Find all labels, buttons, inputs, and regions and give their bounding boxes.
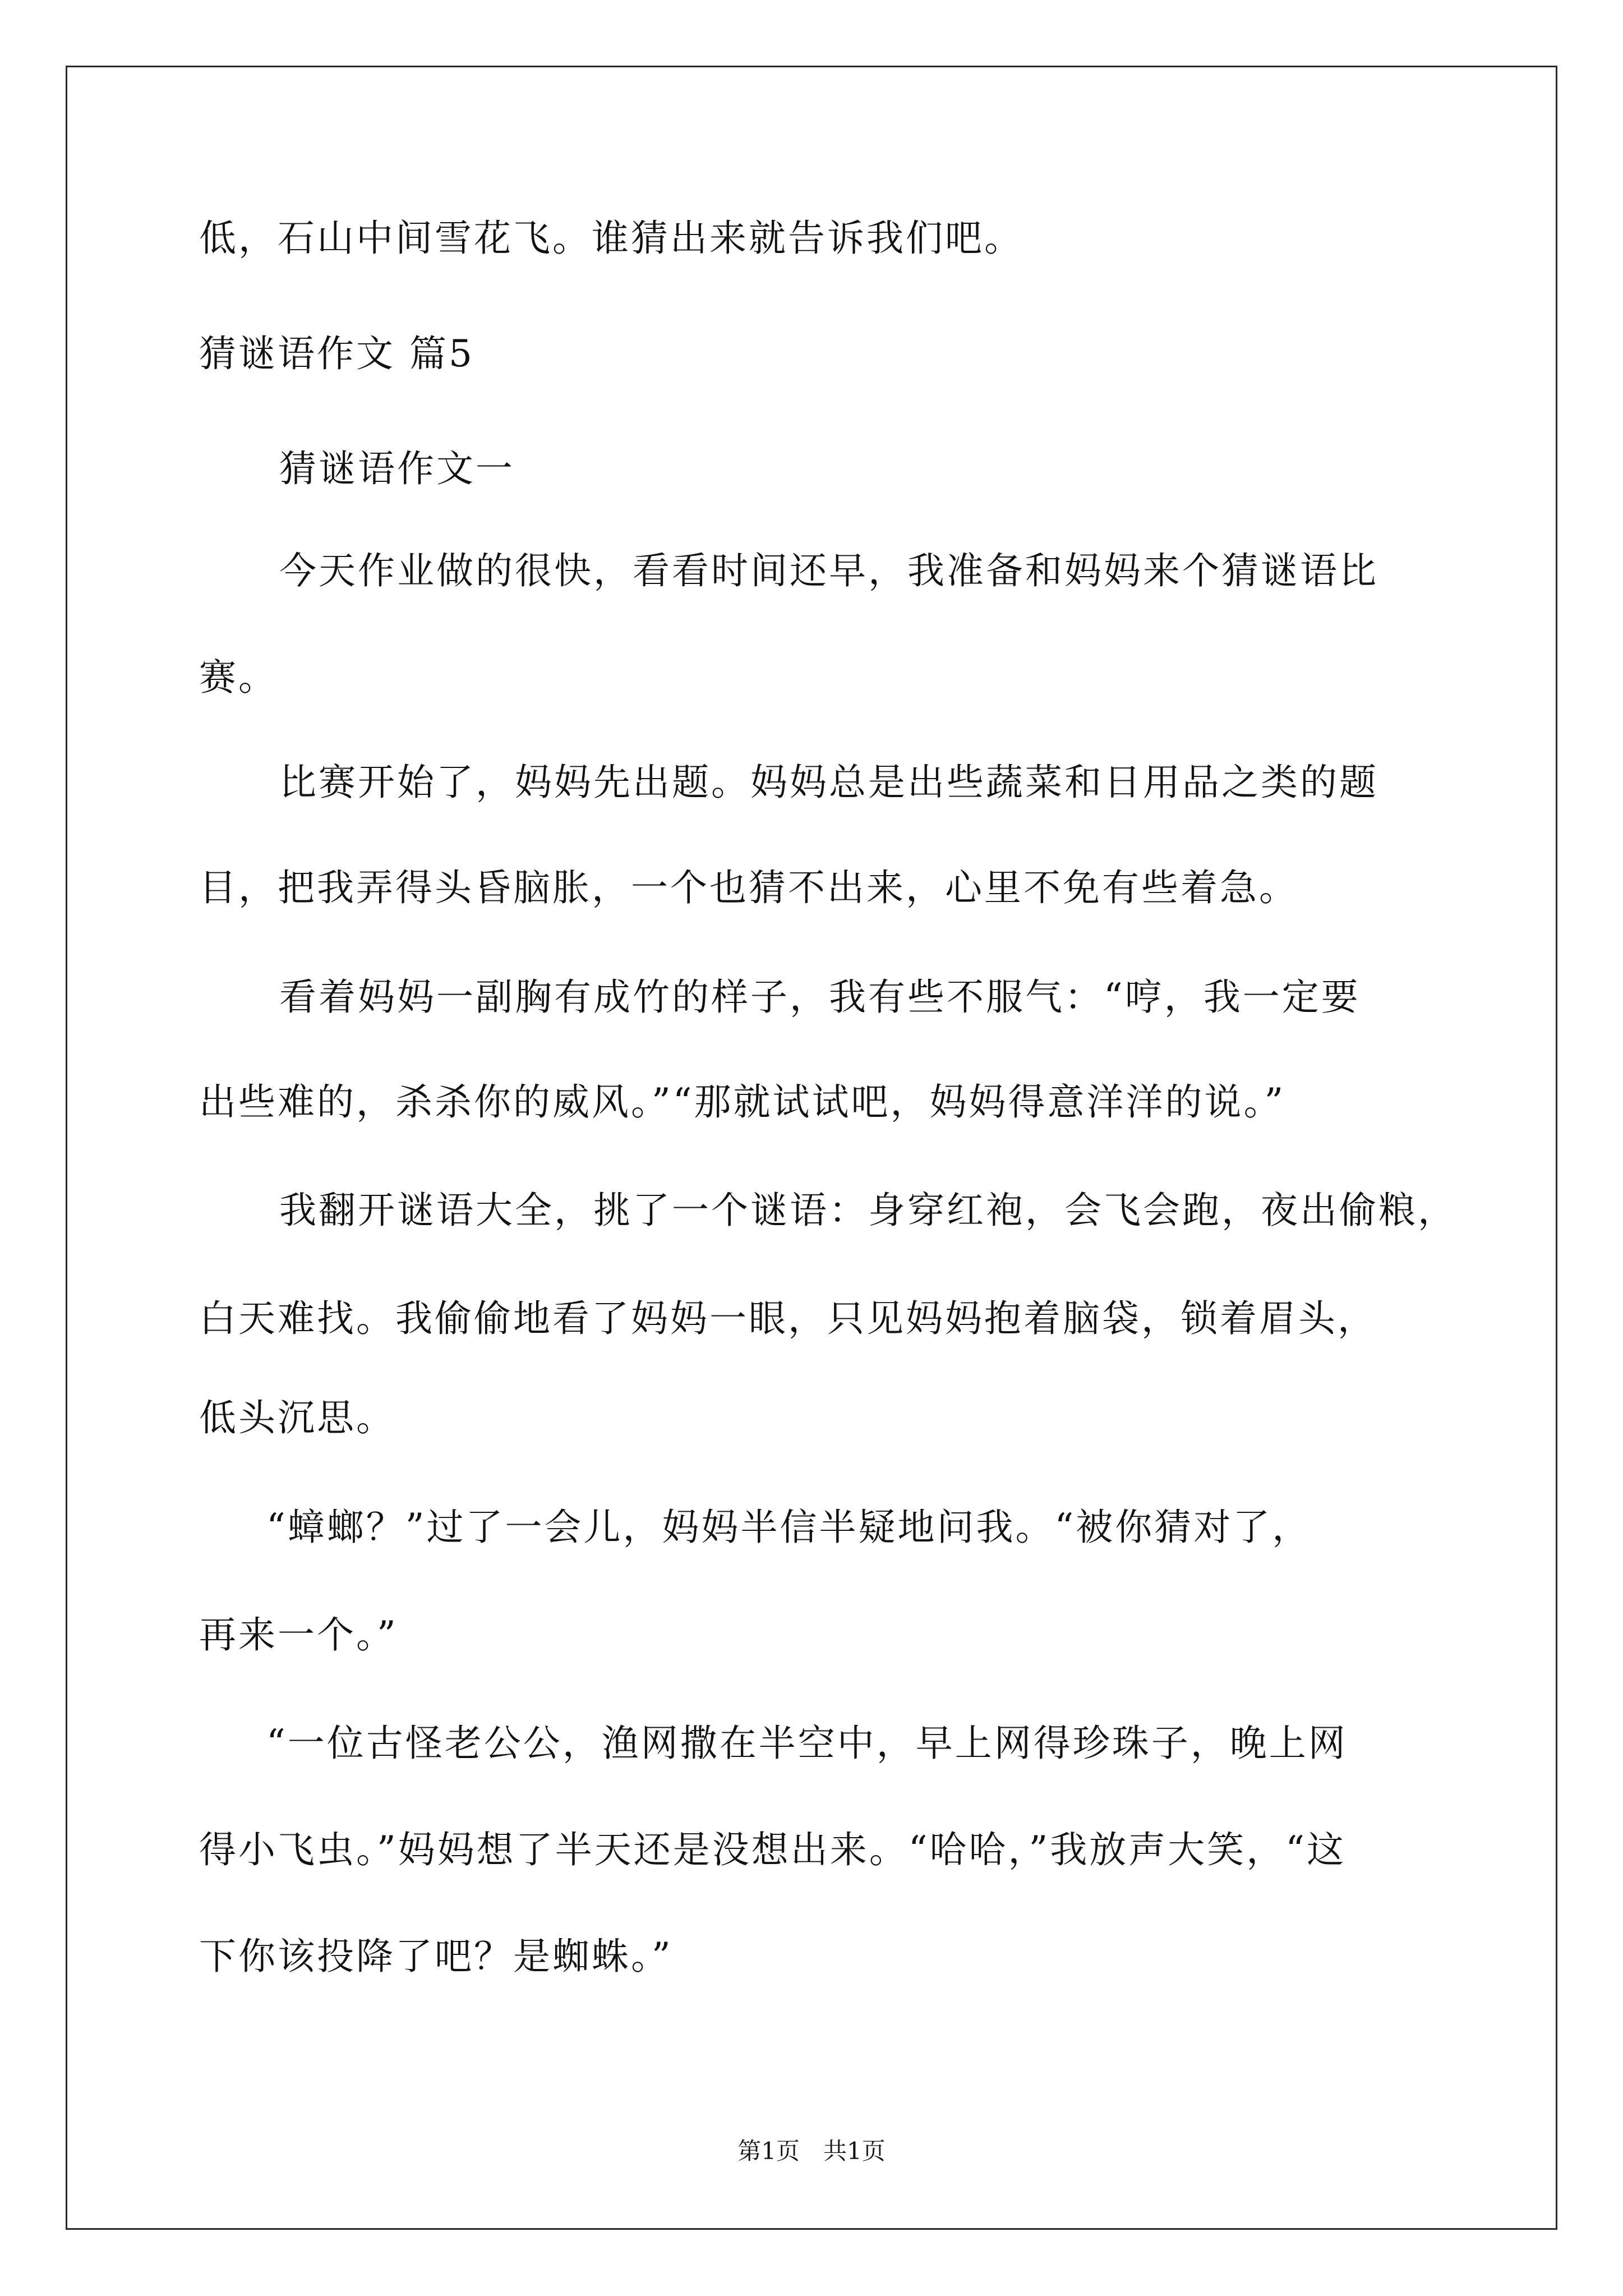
text-line: “一位古怪老公公，渔网撒在半空中，早上网得珍珠子，晚上网	[266, 1722, 1348, 1765]
text-line: 低，石山中间雪花飞。谁猜出来就告诉我们吧。	[199, 217, 1023, 260]
text-line: 白天难找。我偷偷地看了妈妈一眼，只见妈妈抱着脑袋，锁着眉头，	[199, 1297, 1377, 1340]
text-line: 看着妈妈一副胸有成竹的样子，我有些不服气：“哼，我一定要	[279, 976, 1361, 1019]
text-line: 我翻开谜语大全，挑了一个谜语：身穿红袍，会飞会跑，夜出偷粮，	[279, 1189, 1457, 1232]
text-line: 赛。	[199, 656, 278, 699]
text-line: 比赛开始了，妈妈先出题。妈妈总是出些蔬菜和日用品之类的题	[279, 761, 1378, 804]
page-footer: 第1页 共1页	[737, 2137, 886, 2165]
text-line: “蟑螂？”过了一会儿，妈妈半信半疑地问我。“被你猜对了，	[266, 1506, 1312, 1549]
section-heading: 猜谜语作文 篇5	[199, 332, 474, 375]
text-line: 得小飞虫。”妈妈想了半天还是没想出来。“哈哈，”我放声大笑，“这	[199, 1828, 1346, 1871]
page-border	[66, 66, 1557, 2230]
text-line: 下你该投降了吧？是蜘蛛。”	[199, 1935, 673, 1978]
text-line: 再来一个。”	[199, 1613, 398, 1657]
subtitle: 猜谜语作文一	[279, 447, 515, 490]
text-line: 目，把我弄得头昏脑胀，一个也猜不出来，心里不免有些着急。	[199, 866, 1298, 909]
text-line: 今天作业做的很快，看看时间还早，我准备和妈妈来个猜谜语比	[279, 549, 1378, 592]
text-line: 低头沉思。	[199, 1396, 395, 1439]
text-line: 出些难的，杀杀你的威风。”“那就试试吧，妈妈得意洋洋的说。”	[199, 1080, 1286, 1124]
